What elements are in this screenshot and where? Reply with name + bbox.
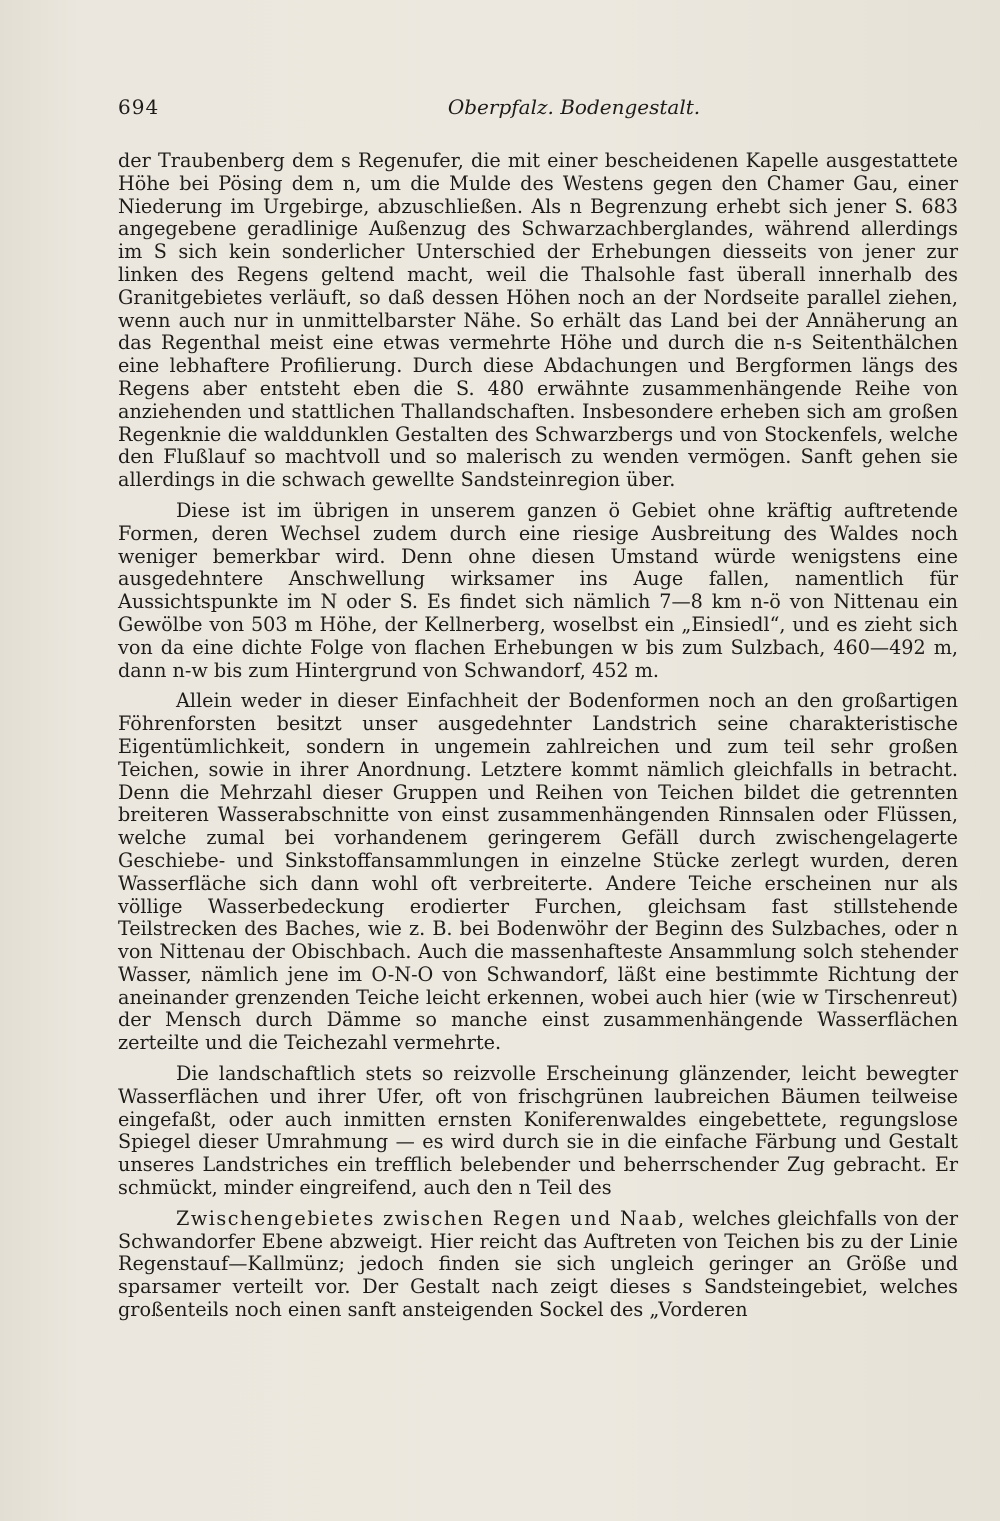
paragraph-5-text: welches gleichfalls von der Schwandorfer Ebene abzweigt. Hier reicht das Auftreten von Teichen bis zu der Linie Regenstauf—Kallmünz; jedoch finden sie sich ungleich geringer an Größe und sparsamer verteilt vor. Der Gestalt nach zeigt dieses s Sandsteingebiet, welches großenteils noch einen sanft ansteigenden Sockel des „Vorderen [118,1206,958,1322]
running-head: Oberpfalz. Bodengestalt. [447,95,701,119]
paragraph-4: Die landschaftlich stets so reizvolle Erscheinung glänzender, leicht bewegter Wasserflächen und ihrer Ufer, oft von frischgrünen laubreichen Bäumen teilweise eingefaßt, oder auch inmitten ernsten Koniferenwaldes eingebettete, regungslose Spiegel dieser Umrahmung — es wird durch sie in die einfache Färbung und Gestalt unseres Landstriches ein trefflich belebender und beherrschender Zug gebracht. Er schmückt, minder eingreifend, auch den n Teil des [118,1062,958,1200]
page-number: 694 [118,95,160,119]
page-header [118,92,940,122]
paragraph-2: Diese ist im übrigen in unserem ganzen ö Gebiet ohne kräftig auftretende Formen, deren Wechsel zudem durch eine riesige Ausbreitung des Waldes noch weniger bemerkbar wird. Denn ohne diesen Umstand würde wenigstens eine ausgedehntere Anschwellung wirksamer ins Auge fallen, namentlich für Aussichtspunkte im N oder S. Es findet sich nämlich 7—8 km n-ö von Nittenau ein Gewölbe von 503 m Höhe, der Kellnerberg, woselbst ein „Einsiedl“, und es zieht sich von da eine dichte Folge von flachen Erhebungen w bis zum Sulzbach, 460—492 m, dann n-w bis zum Hintergrund von Schwandorf, 452 m. [118,498,958,682]
paragraph-3: Allein weder in dieser Einfachheit der Bodenformen noch an den großartigen Föhrenforsten besitzt unser ausgedehnter Landstrich seine charakteristische Eigentümlichkeit, sondern in ungemein zahlreichen und zum teil sehr großen Teichen, sowie in ihrer Anordnung. Letztere kommt nämlich gleichfalls in betracht. Denn die Mehrzahl dieser Gruppen und Reihen von Teichen bildet die getrennten breiteren Wasserabschnitte von einst zusammenhängenden Rinnsalen oder Flüssen, welche zumal bei vorhandenem geringerem Gefäll durch zwischengelagerte Geschiebe- und Sinkstoffansammlungen in einzelne Stücke zerlegt wurden, deren Wasserfläche sich dann wohl oft verbreiterte. Andere Teiche erscheinen nur als völlige Wasserbedeckung erodierter Furchen, gleichsam fast stillstehende Teilstrecken des Baches, wie z. B. bei Bodenwöhr der Beginn des Sulzbaches, oder n von Nittenau der Obischbach. Auch die massenhafteste Ansammlung solch stehender Wasser, nämlich jene im O-N-O von Schwandorf, läßt eine bestimmte Richtung der aneinander grenzenden Teiche leicht erkennen, wobei auch hier (wie w Tirschenreut) der Mensch durch Dämme so manche einst zusammenhängende Wasserflächen zerteilte und die Teichezahl vermehrte. [118,689,958,1055]
paragraph-1: der Traubenberg dem s Regenufer, die mit einer bescheidenen Kapelle ausgestattete Höhe bei Pösing dem n, um die Mulde des Westens gegen den Chamer Gau, einer Niederung im Urgebirge, abzuschließen. Als n Begrenzung erhebt sich jener S. 683 angegebene geradlinige Außenzug des Schwarzachberglandes, während allerdings im S sich kein sonderlicher Unterschied der Erhebungen diesseits von jener zur linken des Regens geltend macht, weil die Thalsohle fast überall innerhalb des Granitgebietes verläuft, so daß dessen Höhen noch an der Nordseite parallel ziehen, wenn auch nur in unmittelbarster Nähe. So erhält das Land bei der Annäherung an das Regenthal meist eine etwas vermehrte Höhe und durch die n-s Seitenthälchen eine lebhaftere Profilierung. Durch diese Abdachungen und Bergformen längs des Regens aber entsteht eben die S. 480 erwähnte zusammenhängende Reihe von anziehenden und stattlichen Thallandschaften. Insbesondere erheben sich am großen Regenknie die walddunklen Gestalten des Schwarzbergs und von Stockenfels, welche den Flußlauf so machtvoll und so malerisch zu wenden vermögen. Sanft gehen sie allerdings in die schwach gewellte Sandsteinregion über. [118,149,958,492]
body-text [118,150,958,1330]
section-lead: Zwischengebietes zwischen Regen und Naab, [176,1206,686,1230]
paragraph-5 [118,1208,958,1322]
